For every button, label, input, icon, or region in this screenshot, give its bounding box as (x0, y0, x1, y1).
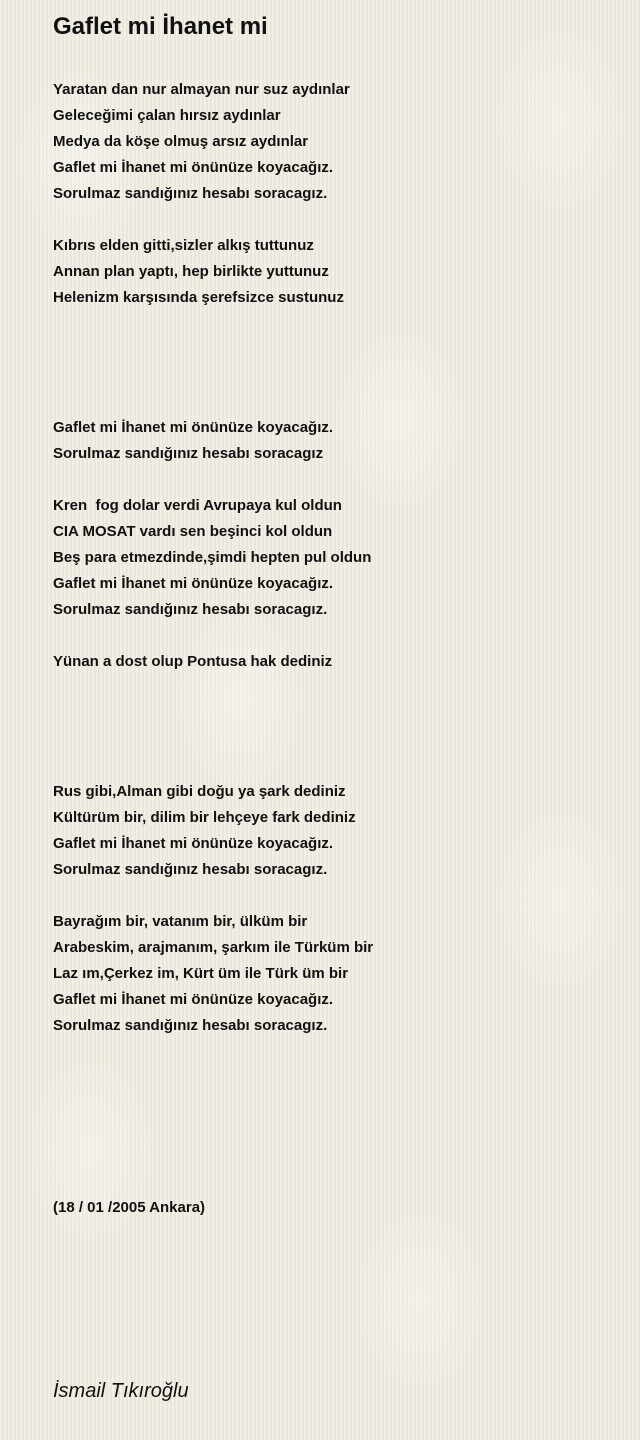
poem-line: Yaratan dan nur almayan nur suz aydınlar (53, 81, 350, 98)
poem-blank-line (53, 337, 613, 363)
poem-line: Yünan a dost olup Pontusa hak dediniz (53, 653, 333, 670)
poem-line: Gaflet mi İhanet mi önünüze koyacağız. (53, 835, 334, 852)
poem-blank-line (53, 675, 613, 701)
poem-line: Beş para etmezdinde,şimdi hepten pul oldun (53, 549, 372, 566)
poem-blank-line (53, 1065, 613, 1091)
poem-blank-line (53, 1091, 613, 1117)
poem-line: Sorulmaz sandığınız hesabı soracagız. (53, 185, 328, 202)
poem-blank-line (53, 623, 613, 649)
poem-line: Sorulmaz sandığınız hesabı soracagız. (53, 1017, 328, 1034)
poem-line: Arabeskim, arajmanım, şarkım ile Türküm bir (53, 939, 374, 956)
poem-body (53, 77, 613, 1221)
poem-blank-line (53, 753, 613, 779)
poem-blank-line (53, 207, 613, 233)
poem-blank-line (53, 1143, 613, 1169)
poem-line: Gaflet mi İhanet mi önünüze koyacağız. (53, 991, 334, 1008)
poem-line: Sorulmaz sandığınız hesabı soracagız. (53, 601, 328, 618)
poem-line: (18 / 01 /2005 Ankara) (53, 1199, 206, 1216)
poem-title: Gaflet mi İhanet mi (53, 13, 268, 40)
poem-line: Gaflet mi İhanet mi önünüze koyacağız. (53, 419, 334, 436)
poem-line: Sorulmaz sandığınız hesabı soracagız (53, 445, 324, 462)
poem-line: Kültürüm bir, dilim bir lehçeye fark dediniz (53, 809, 356, 826)
poem-blank-line (53, 1117, 613, 1143)
poem-blank-line (53, 311, 613, 337)
poem-line: Medya da köşe olmuş arsız aydınlar (53, 133, 309, 150)
poem-line: Sorulmaz sandığınız hesabı soracagız. (53, 861, 328, 878)
poem-line: Laz ım,Çerkez im, Kürt üm ile Türk üm bir (53, 965, 349, 982)
poem-line: Geleceğimi çalan hırsız aydınlar (53, 107, 281, 124)
poem-line: Rus gibi,Alman gibi doğu ya şark dediniz (53, 783, 346, 800)
poem-line: Bayrağım bir, vatanım bir, ülküm bir (53, 913, 308, 930)
poem-line: Helenizm karşısında şerefsizce sustunuz (53, 289, 344, 306)
poem-line: Gaflet mi İhanet mi önünüze koyacağız. (53, 575, 334, 592)
poem-blank-line (53, 389, 613, 415)
poem-author: İsmail Tıkıroğlu (53, 1380, 189, 1402)
poem-blank-line (53, 467, 613, 493)
poem-blank-line (53, 363, 613, 389)
poem-blank-line (53, 883, 613, 909)
poem-line: Annan plan yaptı, hep birlikte yuttunuz (53, 263, 329, 280)
poem-blank-line (53, 701, 613, 727)
poem-blank-line (53, 727, 613, 753)
poem-blank-line (53, 1169, 613, 1195)
poem-line: Gaflet mi İhanet mi önünüze koyacağız. (53, 159, 334, 176)
poem-line: Kren fog dolar verdi Avrupaya kul oldun (53, 497, 342, 514)
poem-line: CIA MOSAT vardı sen beşinci kol oldun (53, 523, 333, 540)
poem-line: Kıbrıs elden gitti,sizler alkış tuttunuz (53, 237, 314, 254)
poem-blank-line (53, 1039, 613, 1065)
